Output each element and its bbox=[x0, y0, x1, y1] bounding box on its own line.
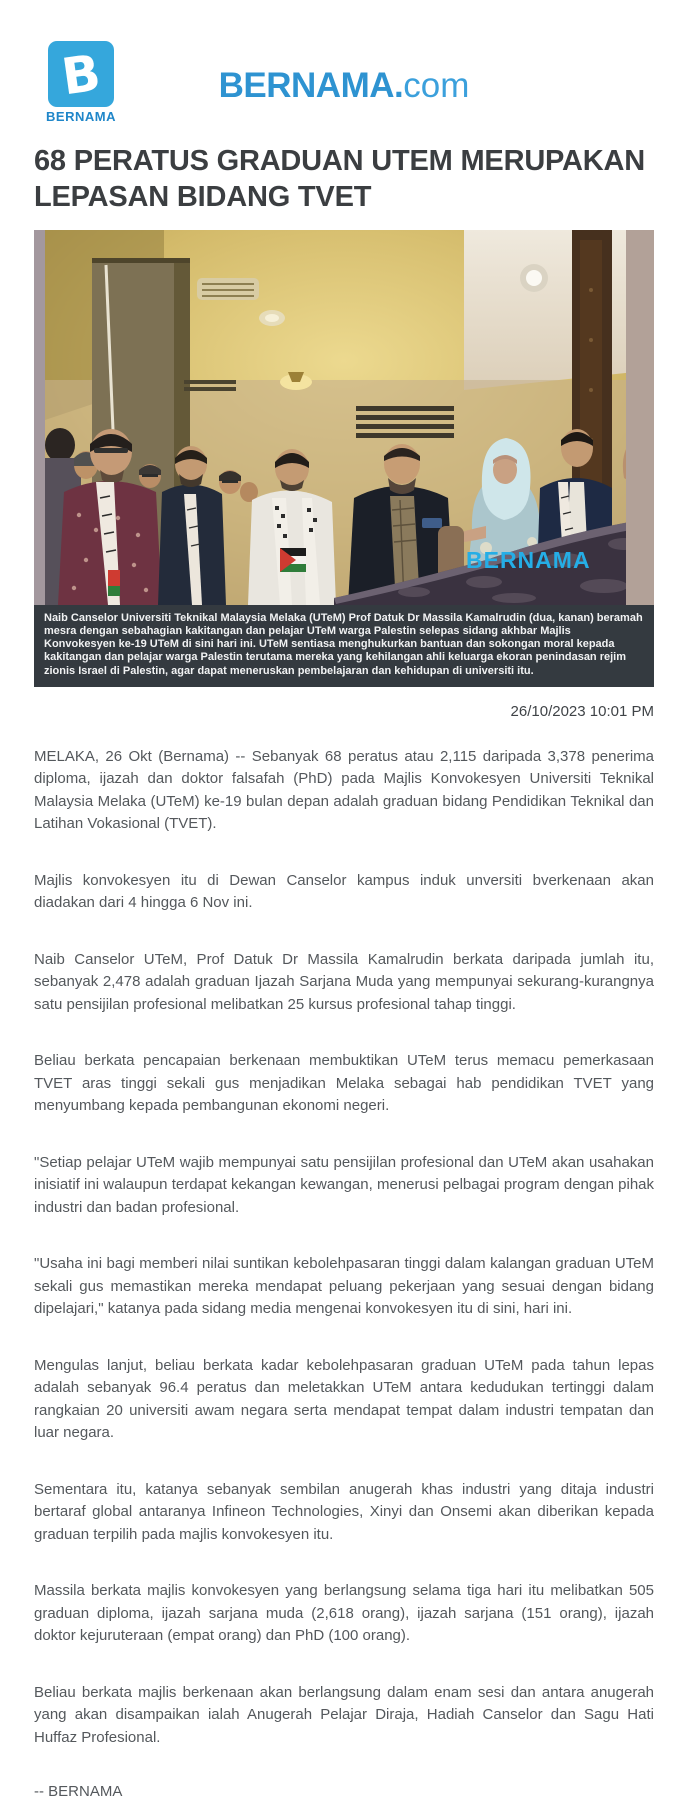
brand-name: BERNAMA. bbox=[218, 66, 404, 105]
photo-illustration bbox=[34, 230, 654, 605]
article-paragraph: Naib Canselor UTeM, Prof Datuk Dr Massila Kamalrudin berkata daripada jumlah itu, sebanyak 2,478 adalah graduan Ijazah Sarjana Muda yang mempunyai sekurang-kurangnya satu pensijilan profesional melibatkan 25 kursus profesional tahap tinggi. bbox=[34, 950, 654, 1013]
article-paragraph: Majlis konvokesyen itu di Dewan Canselor kampus induk unversiti bverkenaan akan diadakan dari 4 hingga 6 Nov ini. bbox=[34, 871, 654, 912]
article-paragraph: Beliau berkata majlis berkenaan akan berlangsung dalam enam sesi dan antara anugerah yang akan disampaikan ialah Anugerah Pelajar Diraja, Hadiah Canselor dan Sagu Hati Huffaz Profesional. bbox=[34, 1683, 654, 1746]
page-header bbox=[0, 0, 688, 140]
article-paragraph: Massila berkata majlis konvokesyen yang berlangsung selama tiga hari itu melibatkan 505 graduan diploma, ijazah sarjana muda (2,618 orang), ijazah sarjana (151 orang), ijazah doktor kejuruteraan (empat orang) dan PhD (100 orang). bbox=[34, 1582, 654, 1645]
article-signoff: -- BERNAMA bbox=[34, 1783, 123, 1800]
article-body bbox=[34, 746, 654, 1750]
photo-watermark: BERNAMA bbox=[466, 546, 591, 573]
logo-caption: BERNAMA bbox=[46, 109, 116, 124]
article-paragraph: Sementara itu, katanya sebanyak sembilan anugerah khas industri yang ditaja industri bertaraf global antaranya Infineon Technologies, Xinyi dan Onsemi akan diberikan kepada graduan terpilih pada majlis konvokesyen itu. bbox=[34, 1480, 654, 1543]
article-paragraph: Beliau berkata pencapaian berkenaan membuktikan UTeM terus memacu pemerkasaan TVET aras tinggi sekali gus menjadikan Melaka sebagai hab pendidikan TVET yang menyumbang kepada pembangunan ekonomi negeri. bbox=[34, 1052, 654, 1115]
article-photo bbox=[34, 230, 654, 605]
brand-tld: com bbox=[403, 66, 470, 105]
site-brand[interactable] bbox=[0, 66, 688, 106]
svg-text:B: B bbox=[58, 43, 105, 107]
article-paragraph: "Setiap pelajar UTeM wajib mempunyai satu pensijilan profesional dan UTeM akan usahakan inisiatif ini walaupun terdapat kekangan kewangan, menerusi pelbagai program dengan pihak industri dan badan profesional. bbox=[34, 1153, 654, 1216]
article-timestamp: 26/10/2023 10:01 PM bbox=[510, 702, 654, 720]
photo-caption: Naib Canselor Universiti Teknikal Malaysia Melaka (UTeM) Prof Datuk Dr Massila Kamalrudin (dua, kanan) beramah mesra dengan sebahagian kakitangan dan pelajar UTeM warga Palestin selepas sidang akhbar Majlis Konvokesyen ke-19 UTeM di sini hari ini. UTeM sentiasa menghukurkan bantuan dan sokongan moral kepada kakitangan dan pelajar warga Palestin terutama mereka yang kehilangan ahli keluarga ekoran penindasan rejim zionis Israel di Palestin, agar dapat meneruskan pembelajaran dan kehidupan di universiti itu. bbox=[34, 605, 654, 687]
article-paragraph: Mengulas lanjut, beliau berkata kadar kebolehpasaran graduan UTeM pada tahun lepas adalah sebanyak 96.4 peratus dan meletakkan UTeM antara kedudukan tertinggi dalam rangkaian 20 universiti awam negara serta mendapat tempat dalam industri tempatan dan luar negara. bbox=[34, 1356, 654, 1442]
article-paragraph: MELAKA, 26 Okt (Bernama) -- Sebanyak 68 peratus atau 2,115 daripada 3,378 penerima diploma, ijazah dan doktor falsafah (PhD) pada Majlis Konvokesyen Universiti Teknikal Malaysia Melaka (UTeM) ke-19 bulan depan adalah graduan bidang Pendidikan Teknikal dan Latihan Vokasional (TVET). bbox=[34, 747, 654, 833]
article-paragraph: "Usaha ini bagi memberi nilai suntikan kebolehpasaran tinggi dalam kalangan graduan UTeM sekali gus memastikan mereka mendapat peluang pekerjaan yang sesuai dengan bidang dipelajari," katanya pada sidang media mengenai konvokesyen itu di sini, hari ini. bbox=[34, 1255, 654, 1318]
article-headline: 68 PERATUS GRADUAN UTEM MERUPAKAN LEPASAN BIDANG TVET bbox=[34, 145, 646, 213]
